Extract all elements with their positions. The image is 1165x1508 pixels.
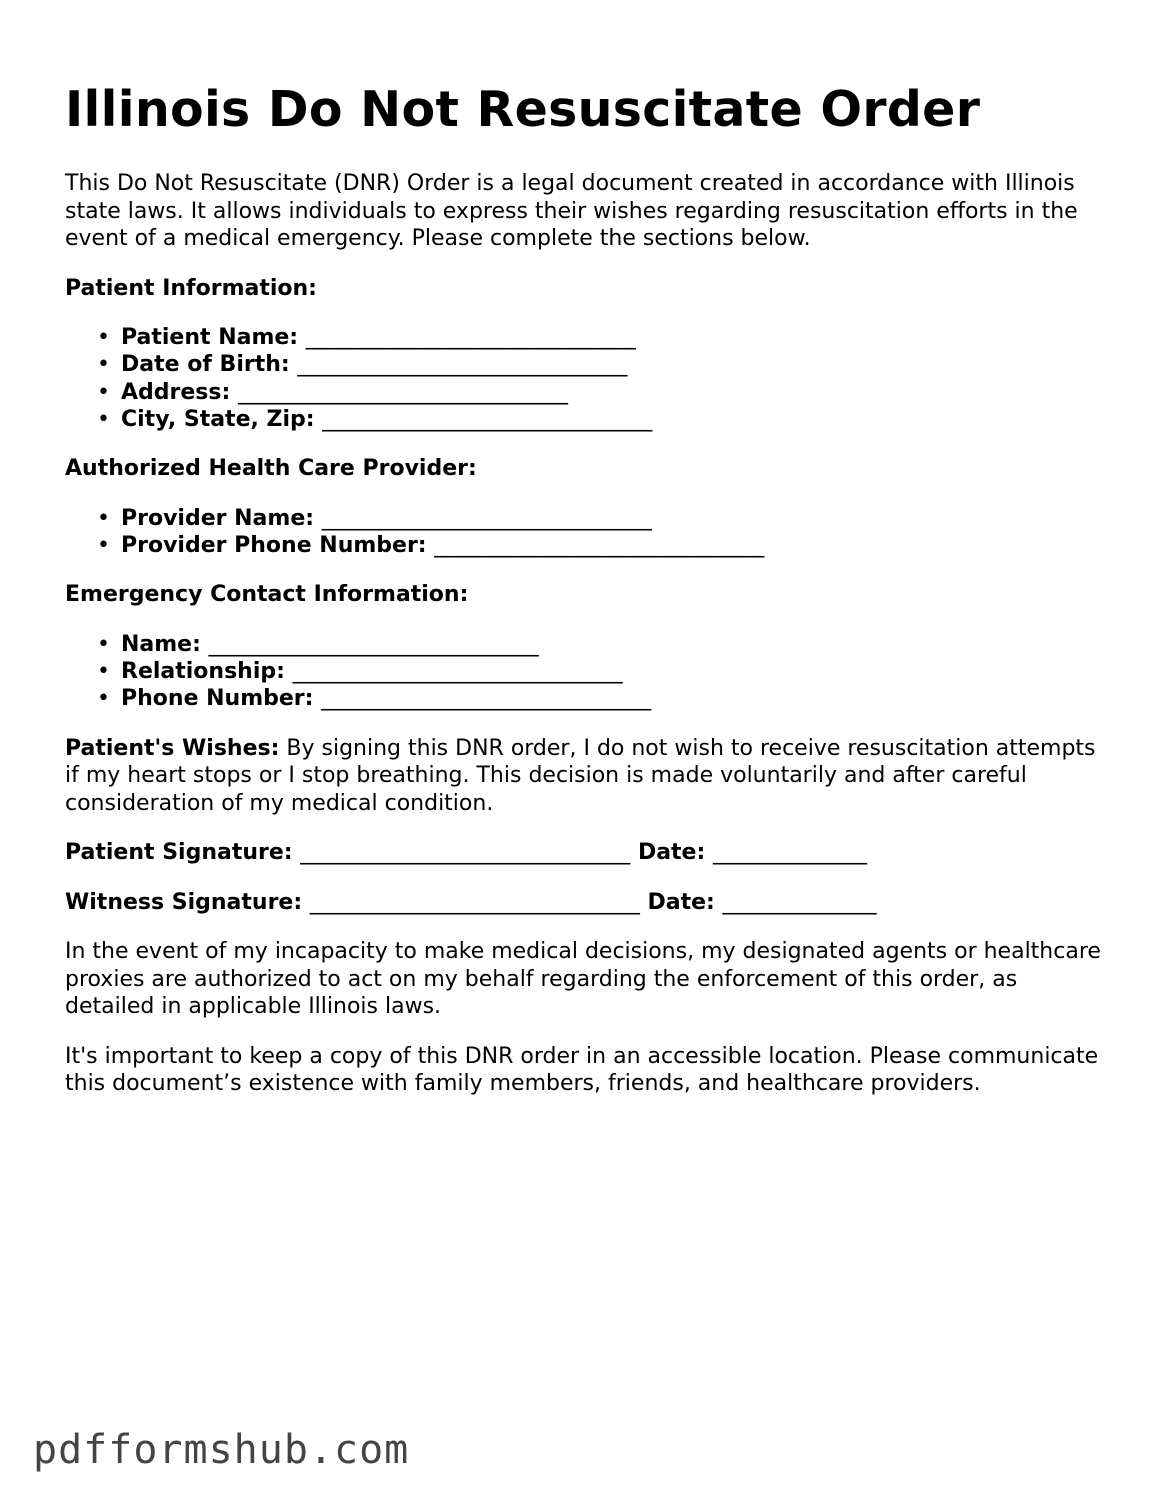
patient-date-label: Date:	[637, 840, 706, 866]
blank-line: ______________________________	[434, 532, 765, 558]
contact-name-field[interactable]	[97, 631, 1105, 658]
patient-signature-blank: ______________________________	[300, 840, 631, 866]
bullet-icon: •	[97, 406, 110, 432]
bullet-icon: •	[97, 505, 110, 531]
city-state-zip-field[interactable]	[97, 406, 1105, 433]
patient-wishes-paragraph	[65, 735, 1105, 818]
document-title: Illinois Do Not Resuscitate Order	[65, 81, 981, 138]
incapacity-paragraph: In the event of my incapacity to make medical decisions, my designated agents or healthcare proxies are authorized to act on my behalf regarding the enforcement of this order, as detailed in applicable Illinois laws.	[65, 939, 1101, 1020]
field-label: Provider Name:	[121, 505, 315, 531]
patient-signature-line[interactable]	[65, 839, 1105, 867]
witness-signature-blank: ______________________________	[309, 889, 640, 915]
field-label: Patient Name:	[121, 325, 299, 350]
blank-line: ______________________________	[305, 325, 636, 350]
blank-line: ______________________________	[321, 505, 652, 531]
blank-line: ______________________________	[321, 686, 652, 712]
document-page	[65, 80, 1105, 1098]
provider-list	[65, 505, 1105, 560]
bullet-icon: •	[97, 659, 110, 685]
field-label: Phone Number:	[121, 686, 314, 712]
copy-paragraph: It's important to keep a copy of this DNR order in an accessible location. Please communicate this document’s existence with family members, friends, and healthcare providers.	[65, 1043, 1099, 1097]
bullet-icon: •	[97, 631, 110, 657]
provider-name-field[interactable]	[97, 505, 1105, 532]
field-label: Relationship:	[121, 659, 285, 685]
patient-info-heading: Patient Information:	[65, 275, 317, 301]
emergency-contact-list	[65, 631, 1105, 713]
contact-phone-field[interactable]	[97, 685, 1105, 712]
intro-paragraph: This Do Not Resuscitate (DNR) Order is a legal document created in accordance with Illinois state laws. It allows individuals to express their wishes regarding resuscitation efforts in the event of a medical emergency. Please complete the sections below.	[65, 171, 1078, 251]
patient-wishes-text: By signing this DNR order, I do not wish to receive resuscitation attempts if my heart stops or I stop breathing. This decision is made voluntarily and after careful consideration of my medical condition.	[65, 735, 1096, 816]
blank-line: ______________________________	[322, 406, 653, 432]
field-label: Date of Birth:	[121, 352, 290, 378]
patient-name-field[interactable]	[97, 324, 1105, 351]
address-field[interactable]	[97, 379, 1105, 406]
bullet-icon: •	[97, 352, 110, 378]
blank-line: ______________________________	[237, 379, 568, 405]
provider-phone-field[interactable]	[97, 532, 1105, 559]
bullet-icon: •	[97, 532, 110, 558]
bullet-icon: •	[97, 379, 110, 405]
patient-date-blank: ______________	[712, 840, 867, 866]
witness-signature-line[interactable]	[65, 889, 1105, 917]
patient-info-list	[65, 324, 1105, 433]
emergency-contact-heading: Emergency Contact Information:	[65, 582, 469, 608]
field-label: Address:	[121, 379, 231, 405]
blank-line: ______________________________	[292, 659, 623, 685]
blank-line: ______________________________	[208, 631, 539, 657]
witness-date-label: Date:	[647, 889, 715, 915]
provider-heading: Authorized Health Care Provider:	[65, 456, 477, 482]
field-label: City, State, Zip:	[121, 406, 315, 432]
witness-signature-label: Witness Signature:	[65, 889, 303, 915]
bullet-icon: •	[97, 686, 110, 712]
witness-date-blank: ______________	[722, 889, 877, 915]
field-label: Name:	[121, 631, 201, 657]
patient-wishes-label: Patient's Wishes:	[65, 735, 280, 761]
relationship-field[interactable]	[97, 658, 1105, 685]
bullet-icon: •	[97, 325, 110, 350]
blank-line: ______________________________	[297, 352, 628, 378]
patient-signature-label: Patient Signature:	[65, 840, 293, 866]
field-label: Provider Phone Number:	[121, 532, 427, 558]
date-of-birth-field[interactable]	[97, 351, 1105, 378]
watermark-text: pdfformshub.com	[33, 1427, 410, 1473]
